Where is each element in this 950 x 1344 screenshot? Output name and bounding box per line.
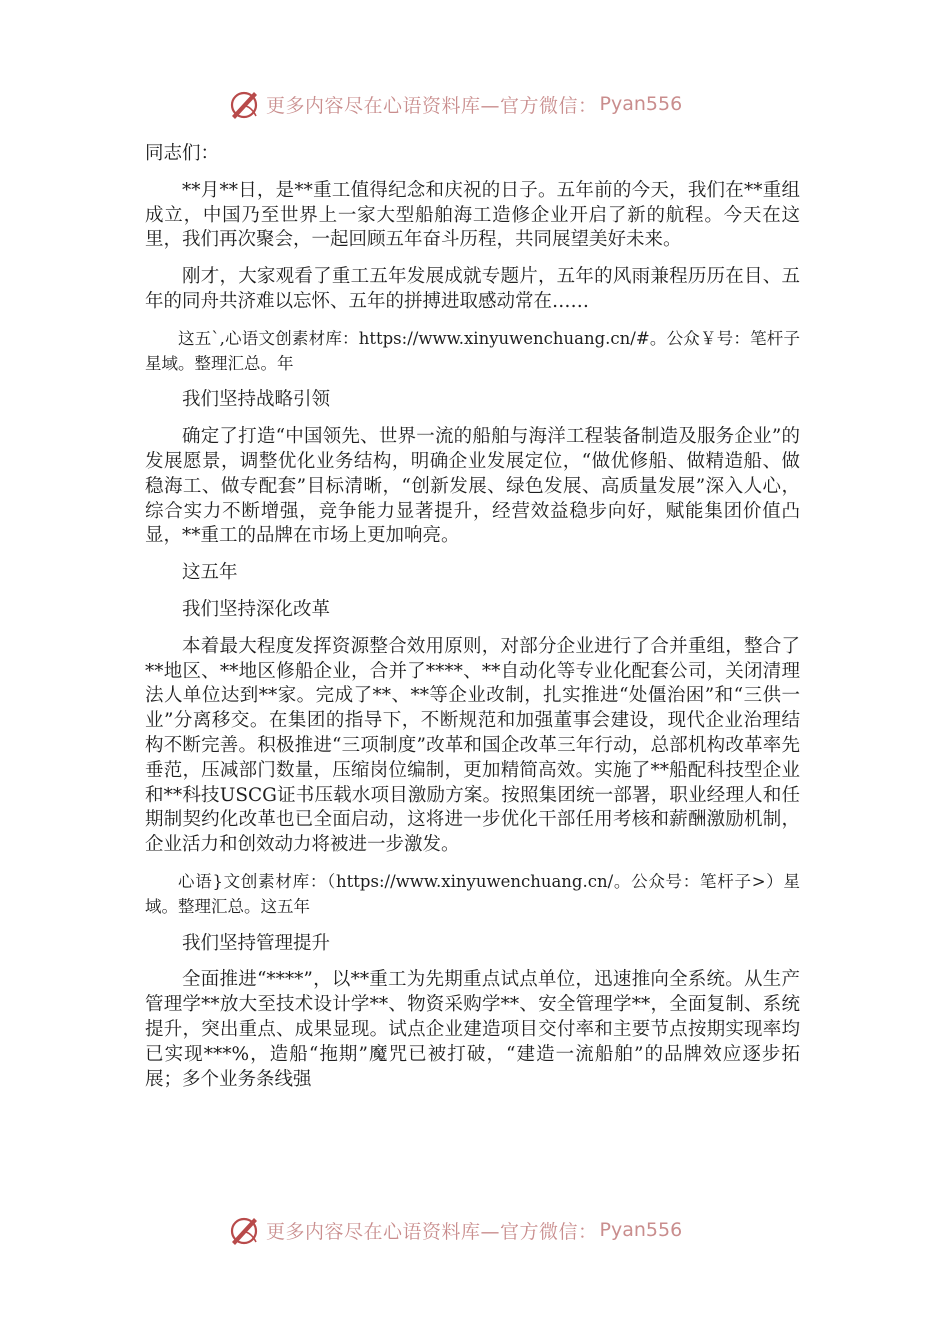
document-body	[145, 142, 800, 1092]
paragraph-strategy: 确定了打造“中国领先、世界一流的船舶与海洋工程装备制造及服务企业”的发展愿景，调整优化业务结构，明确企业发展定位，“做优修船、做精造船、做稳海工、做专配套”目标清晰，“创新发展、绿色发展、高质量发展”深入人心，综合实力不断增强，竞争能力显著提升，经营效益稳步向好，赋能集团价值凸显，**重工的品牌在市场上更加响亮。	[145, 426, 800, 547]
footer-banner-text: 更多内容尽在心语资料库—官方微信：	[266, 1220, 598, 1243]
section-heading-management: 我们坚持管理提升	[182, 932, 331, 954]
paragraph-management: 全面推进“****”，以**重工为先期重点试点单位，迅速推向全系统。从生产管理学**放大至技术设计学**、物资采购学**、安全管理学**，全面复制、系统提升，突出重点、成果显现。试点企业建造项目交付率和主要节点按期实现率均已实现***%，造船“拖期”魔咒已被打破，“建造一流船舶”的品牌效应逐步拓展；多个业务条线强	[145, 969, 800, 1090]
watermark-paragraph-2: 心语}文创素材库：（https://www.xinyuwenchuang.cn/。公众号：笔杆子>）星域。整理汇总。这五年	[145, 871, 800, 916]
paragraph-reform: 本着最大程度发挥资源整合效用原则，对部分企业进行了合并重组，整合了**地区、**地区修船企业，合并了****、**自动化等专业化配套公司，关闭清理法人单位达到**家。完成了**、**等企业改制，扎实推进“处僵治困”和“三供一业”分离移交。在集团的指导下，不断规范和加强董事会建设，现代企业治理结构不断完善。积极推进“三项制度”改革和国企改革三年行动，总部机构改革率先垂范，压减部门数量，压缩岗位编制，更加精简高效。实施了**船配科技型企业和**科技USCG证书压载水项目激励方案。按照集团统一部署，职业经理人和任期制契约化改革也已全面启动，这将进一步优化干部任用考核和薪酬激励机制，企业活力和创效动力将被进一步激发。	[145, 635, 800, 856]
watermark-paragraph-1: 这五`,心语文创素材库：https://www.xinyuwenchuang.cn/#。公众￥号：笔杆子星域。整理汇总。年	[145, 328, 800, 373]
footer-banner-wechat-id: Pyan556	[599, 1219, 683, 1241]
header-banner	[226, 84, 726, 124]
paragraph-2: 刚才，大家观看了重工五年发展成就专题片，五年的风雨兼程历历在目、五年的同舟共济难以忘怀、五年的拼搏进取感动常在……	[145, 266, 800, 312]
greeting: 同志们：	[145, 143, 220, 164]
pen-quill-icon	[226, 1212, 262, 1248]
paragraph-1: **月**日，是**重工值得纪念和庆祝的日子。五年前的今天，我们在**重组成立，中国乃至世界上一家大型船舶海工造修企业开启了新的航程。今天在这里，我们再次聚会，一起回顾五年奋斗历程，共同展望美好未来。	[145, 179, 800, 251]
banner-text: 更多内容尽在心语资料库—官方微信：	[266, 94, 598, 117]
pen-quill-icon	[226, 86, 262, 122]
banner-wechat-id: Pyan556	[599, 93, 683, 115]
footer-banner	[226, 1210, 726, 1250]
section-label-five-years: 这五年	[182, 562, 238, 584]
section-heading-reform: 我们坚持深化改革	[182, 598, 331, 620]
section-heading-strategy: 我们坚持战略引领	[182, 389, 331, 411]
